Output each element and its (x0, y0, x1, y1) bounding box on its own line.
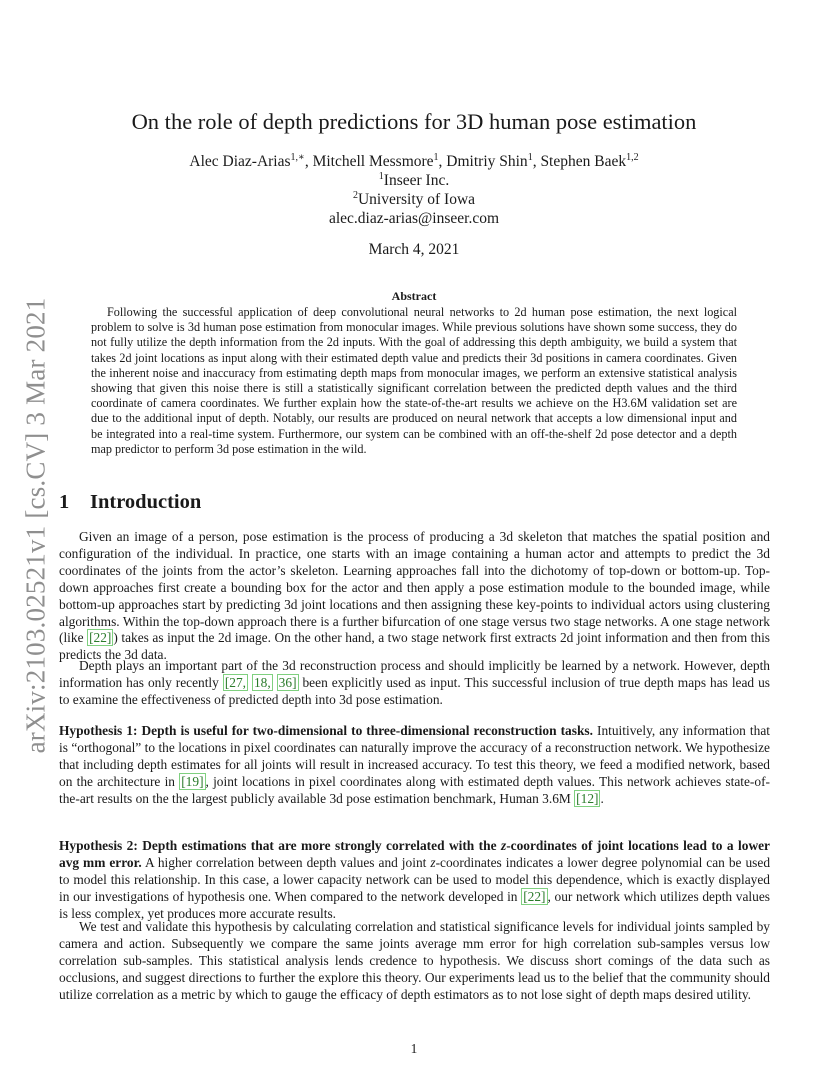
author-email: alec.diaz-arias@inseer.com (328, 210, 500, 227)
intro-paragraph-1: Given an image of a person, pose estimation is the process of producing a 3d skeleton that matches the spatial position and configuration of the individual. In practice, one starts with an image containing a human actor and attempts to predict the 3d coordinates of the joints from the actor’s skeleton. Learning approaches fall into the dichotomy of top-down or bottom-up. Top-down approaches first create a bounding box for the actor and then apply a pose estimation module to the bounded image, while bottom-up approaches start by predicting 3d joint locations and then assigning these key-points to individual actors using clustering algorithms. Within the top-down approach there is a further bifurcation of one stage versus two stage networks. A one stage network (like [22] ) takes as input the 2d image. On the other hand, a two stage network first extracts 2d joint information and then from this predicts the 3d data. (59, 529, 770, 663)
citation-link[interactable]: [22] (89, 630, 112, 646)
author-affiliation-mark: 1 (527, 152, 533, 163)
hypothesis-1-paragraph: Hypothesis 1: Depth is useful for two-dimensional to three-dimensional reconstruction tasks. Intuitively, any information that is “orthogonal” to the locations in pixel coordinates can naturally improve the accuracy of a reconstruction network. We hypothesize that including depth estimates for all joints will result in increased accuracy. To test this theory, we feed a modified network, based on the architecture in [19] , joint locations in pixel coordinates along with estimated depth values. This network achieves state-of-the-art results on the the largest publicly available 3d pose estimation benchmark, Human 3.6M [12] . (59, 723, 770, 806)
author-list (0, 152, 828, 171)
arxiv-sidebar-identifier (16, 290, 56, 760)
citation-link[interactable]: [22] (523, 888, 546, 904)
section-title: Introduction (90, 491, 202, 513)
hypothesis-1-heading: Hypothesis 1: Depth is useful for two-dimensional to three-dimensional reconstruction tasks. (59, 723, 593, 738)
citation-link[interactable]: 18, (253, 674, 271, 690)
author-name: , Mitchell Messmore (304, 153, 434, 170)
citation-link[interactable]: [27, (224, 674, 247, 690)
intro-paragraph-5: We test and validate this hypothesis by calculating correlation and statistical significance levels for individual joints sampled by camera and action. Subsequently we compare the same joints average mm error for high correlation sub-samples versus low correlation sub-samples. This statistical analysis lends credence to hypothesis. We discuss short comings of the data such as occlusions, and suggest directions to further the explore this theory. Our experiments lead us to the belief that the community should utilize correlation as a metric by which to gauge the efficacy of depth estimators as to not lose sight of depth maps desired utility. (59, 919, 770, 1002)
author-name: , Stephen Baek (532, 153, 627, 170)
citation-link[interactable]: [12] (576, 790, 599, 806)
author-name: , Dmitriy Shin (438, 153, 528, 170)
citation-link[interactable]: 36] (278, 674, 297, 690)
section-number: 1 (59, 491, 70, 513)
hypothesis-2-heading: Hypothesis 2: Depth estimations that are more strongly correlated with the z-coordinates of joint locations lead to a lower avg mm error. (59, 838, 770, 870)
arxiv-id-text: arXiv:2103.02521v1 [cs.CV] 3 Mar 2021 (20, 297, 51, 753)
author-affiliation-mark: 1 (433, 152, 439, 163)
affiliation-2: $^2$University of Iowa (352, 190, 476, 208)
author-affiliation-mark: 1,∗ (290, 152, 305, 163)
hypothesis-2-paragraph: Hypothesis 2: Depth estimations that are more strongly correlated with the z-coordinates of joint locations lead to a lower avg mm error. A higher correlation between depth values and joint z-coordinates indicates a lower degree polynomial can be used to model this relationship. In this case, a lower capacity network can be used to model this dependence, which is exactly displayed in our investigations of hypothesis one. When compared to the network developed in [22] , our network which utilizes depth values is less complex, yet produces more accurate results. (59, 838, 771, 921)
affiliation-1: $^1$Inseer Inc. (378, 171, 450, 189)
section-heading-introduction (59, 491, 201, 514)
abstract-text: Following the successful application of deep convolutional neural networks to 2d human pose estimation, the next logical problem to solve is 3d human pose estimation from monocular images. While previous solutions have shown some success, they do not fully utilize the depth information from the 2d inputs. With the goal of addressing this depth ambiguity, we build a system that takes 2d joint locations as input along with their estimated depth value and predicts their 3d positions in camera coordinates. Given the inherent noise and inaccuracy from estimating depth maps from monocular images, we perform an extensive statistical analysis showing that given this noise there is still a statistically significant correlation between the predicted depth values and the third coordinate of camera coordinates. We further explain how the state-of-the-art results we achieve on the H3.6M validation set are due to the additional input of depth. Notably, our results are produced on neural network that accepts a low dimensional input and be integrated into a real-time system. Furthermore, our system can be combined with an off-the-shelf 2d pose detector and a depth map predictor to perform 3d pose estimation in the wild. (91, 305, 737, 456)
page-number: 1 (410, 1041, 418, 1056)
paper-date: March 4, 2021 (368, 241, 460, 258)
citation-link[interactable]: [19] (181, 773, 204, 789)
intro-paragraph-2: Depth plays an important part of the 3d reconstruction process and should implicitly be learned by a network. However, depth information has only recently [27, 18, 36] been explicitly used as input. This successful inclusion of true depth maps has lead us to examine the effectiveness of predicted depth into 3d pose estimation. (59, 658, 770, 707)
paper-title: On the role of depth predictions for 3D human pose estimation (131, 109, 697, 134)
author-affiliation-mark: 1,2 (626, 152, 639, 163)
abstract-heading: Abstract (391, 289, 437, 303)
author-name: Alec Diaz-Arias (189, 153, 291, 170)
author-block (0, 152, 828, 228)
